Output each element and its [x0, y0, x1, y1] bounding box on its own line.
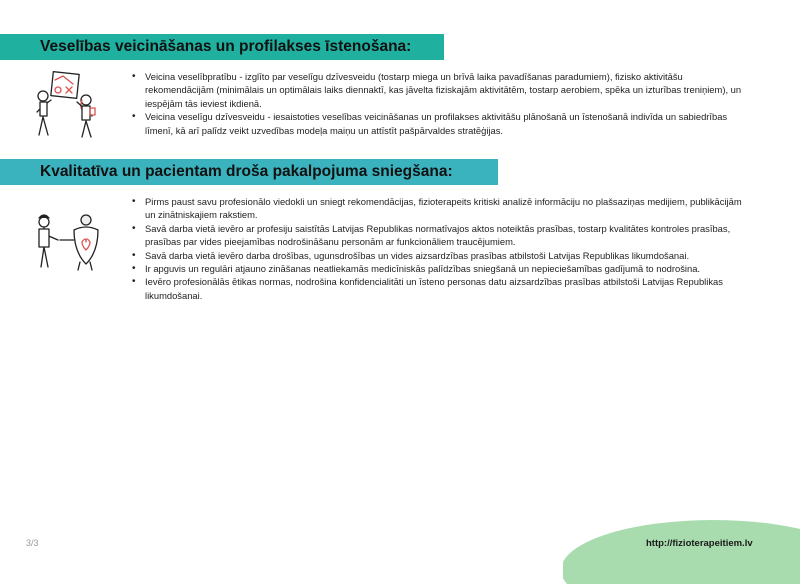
section-header-quality-service: [0, 159, 498, 185]
page-number: 3/3: [26, 538, 39, 548]
list-item: • Savā darba vietā ievēro ar profesiju saistītās Latvijas Republikas normatīvajos aktos noteiktās prasības, tostarp kvalitātes kontroles prasības, prasības par vides pieejamības nodrošināšanu personām ar funkcionāliem traucējumiem.: [130, 222, 750, 249]
list-item: • Veicina veselībpratību - izglīto par veselīgu dzīvesveidu (tostarp miega un brīvā laika pavadīšanas paradumiem), fizisko aktivitāšu rekomendācijām (minimālais un optimālais laiks diennaktī, kas jāvelta fiziskajām aktivitātēm, tostarp aerobiem, spēka un izturības treniņiem), un iespējām tās ieviest ikdienā.: [130, 70, 750, 110]
presentation-illustration-icon: [30, 70, 102, 140]
section-bullet-list: [130, 195, 750, 302]
handshake-shield-illustration-icon: [30, 210, 106, 272]
footer-decoration: [563, 514, 800, 584]
list-item: • Ir apguvis un regulāri atjauno zināšanas neatliekamās medicīniskās palīdzības sniegšanā un nepieciešamības gadījumā to nodrošina.: [130, 262, 750, 275]
section-bullet-list: [130, 70, 750, 137]
section-title: Veselības veicināšanas un profilakses īstenošana:: [40, 38, 412, 55]
list-item: • Savā darba vietā ievēro darba drošības, ugunsdrošības un vides aizsardzības prasības atbilstoši Latvijas Republikas likumdošanai.: [130, 249, 750, 262]
section-header-health-promotion: [0, 34, 444, 60]
section-title: Kvalitatīva un pacientam droša pakalpojuma sniegšana:: [40, 163, 453, 180]
list-item: • Pirms paust savu profesionālo viedokli un sniegt rekomendācijas, fizioterapeits kritiski analizē informāciju no plašsaziņas medijiem, publikācijām un zinātniskajiem rakstiem.: [130, 195, 750, 222]
list-item: • Veicina veselīgu dzīvesveidu - iesaistoties veselības veicināšanas un profilakses aktivitāšu plānošanā un īstenošanā indivīda un sabiedrības līmenī, kā arī palīdz veikt uzvedības modeļa maiņu un attīstīt pašpārvaldes stratēģijas.: [130, 110, 750, 137]
list-item: • Ievēro profesionālās ētikas normas, nodrošina konfidencialitāti un īsteno personas datu aizsardzības prasības atbilstoši Latvijas Republikas likumdošanai.: [130, 275, 750, 302]
footer-website-link[interactable]: http://fizioterapeitiem.lv: [646, 538, 753, 549]
